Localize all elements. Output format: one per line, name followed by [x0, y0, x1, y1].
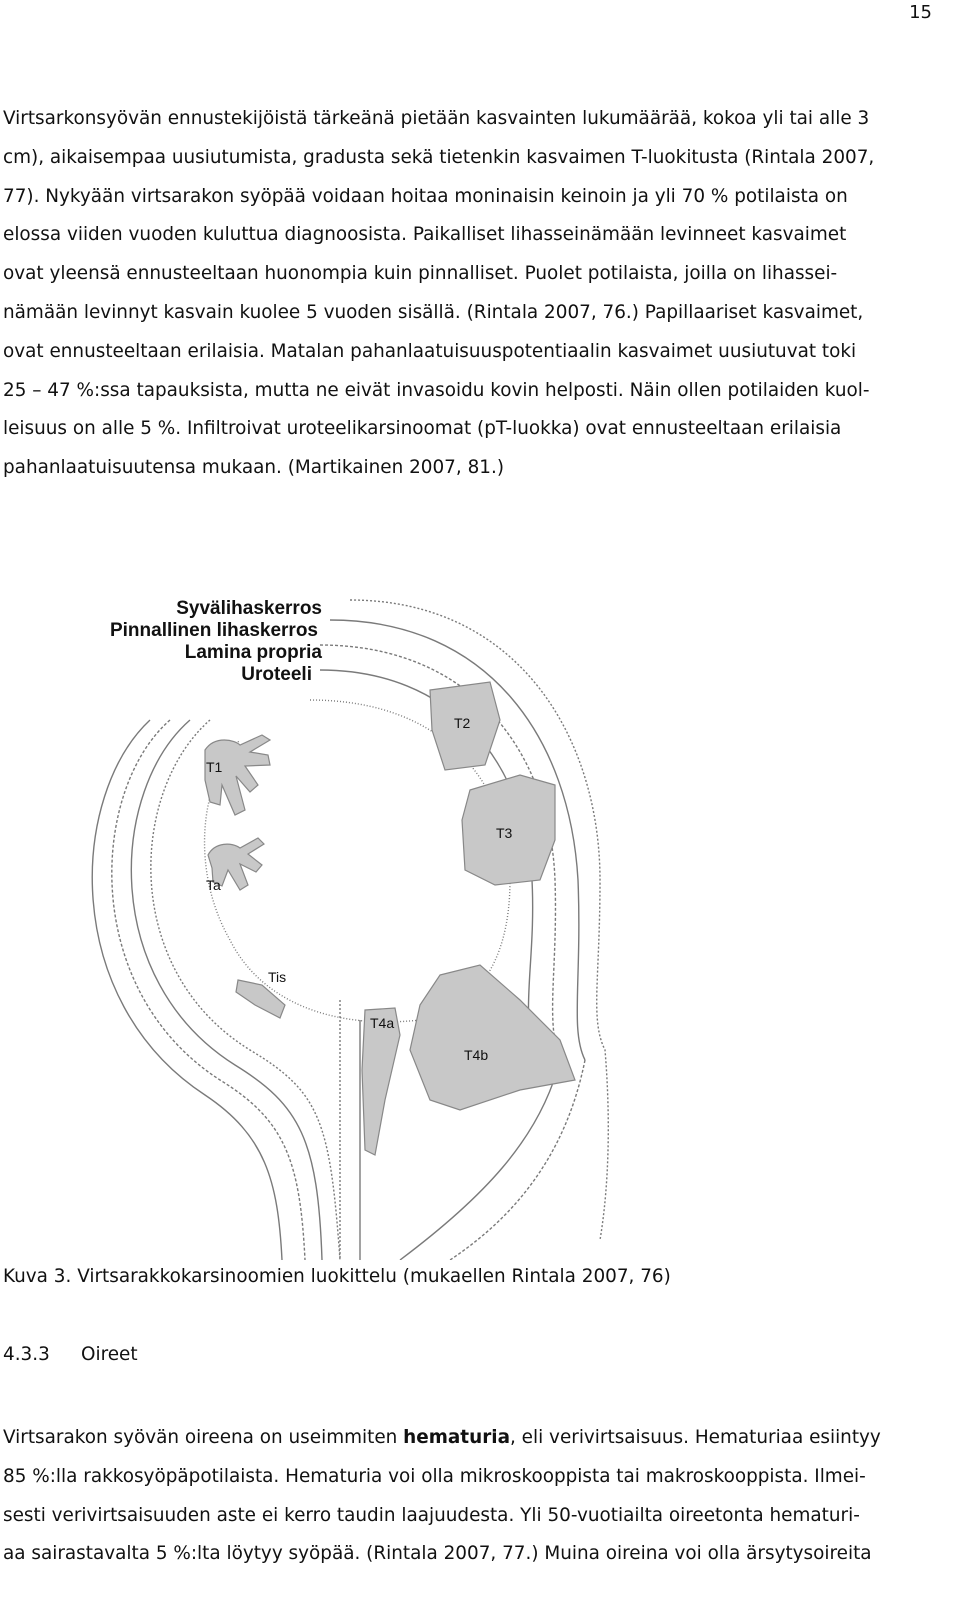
tumor-shapes	[205, 682, 575, 1155]
paragraph-line: Virtsarkonsyövän ennustekijöistä tärkeänä pietään kasvainten lukumäärää, kokoa yli tai alle 3	[3, 108, 870, 129]
text-run: , eli verivirtsaisuus. Hematuriaa esiintyy	[509, 1427, 881, 1448]
label-t1: T1	[206, 759, 223, 775]
label-t4a: T4a	[370, 1015, 395, 1031]
paragraph-line: sesti verivirtsaisuuden aste ei kerro taudin laajuudesta. Yli 50-vuotiailta oireetonta hematuri-	[3, 1504, 860, 1526]
section-title: Oireet	[81, 1344, 138, 1365]
paragraph-line: pahanlaatuisuutensa mukaan. (Martikainen 2007, 81.)	[3, 457, 504, 479]
bladder-tumor-staging-figure	[0, 580, 960, 1260]
label-t4b: T4b	[464, 1047, 489, 1063]
paragraph-line	[3, 1419, 943, 1458]
label-t3: T3	[496, 825, 513, 841]
paragraph-line: ovat ennusteeltaan erilaisia. Matalan pahanlaatuisuuspotentiaalin kasvaimet uusiutuvat toki	[3, 340, 857, 362]
label-tis: Tis	[268, 969, 287, 985]
paragraph-line: cm), aikaisempaa uusiutumista, gradusta sekä tietenkin kasvaimen T-luokitusta (Rintala 2007,	[3, 146, 875, 168]
figure-caption: Kuva 3. Virtsarakkokarsinoomien luokittelu (mukaellen Rintala 2007, 76)	[3, 1266, 671, 1287]
paragraph-line: 25 – 47 %:ssa tapauksista, mutta ne eivät invasoidu kovin helposti. Näin ollen potilaiden kuol-	[3, 379, 870, 401]
section-heading	[3, 1344, 138, 1365]
legend-pinnallinen-lihaskerros: Pinnallinen lihaskerros	[109, 620, 318, 641]
bladder-wall-layers	[92, 600, 608, 1260]
paragraph-line: 77). Nykyään virtsarakon syöpää voidaan hoitaa moninaisin keinoin ja yli 70 % potilaista on	[3, 185, 848, 207]
paragraph-line: leisuus on alle 5 %. Infiltroivat uroteelikarsinoomat (pT-luokka) ovat ennusteeltaan erilaisia	[3, 418, 842, 440]
tumor-tis	[236, 980, 285, 1018]
legend-lamina-propria: Lamina propria	[184, 642, 322, 663]
paragraph-line: nämään levinnyt kasvain kuolee 5 vuoden sisällä. (Rintala 2007, 76.) Papillaariset kasvaimet,	[3, 301, 864, 323]
tumor-t1	[205, 735, 270, 815]
paragraph-line: 85 %:lla rakkosyöpäpotilaista. Hematuria voi olla mikroskooppista tai makroskooppista. Ilmei-	[3, 1465, 866, 1487]
layer-legend	[110, 598, 322, 685]
legend-syvalihaskerros: Syvälihaskerros	[176, 598, 322, 619]
legend-uroteeli: Uroteeli	[241, 664, 312, 685]
label-t2: T2	[454, 715, 471, 731]
paragraph-line: ovat yleensä ennusteeltaan huonompia kuin pinnalliset. Puolet potilaista, joilla on lihassei-	[3, 263, 838, 285]
label-ta: Ta	[206, 877, 221, 893]
bold-term-hematuria: hematuria	[403, 1427, 510, 1448]
page-number: 15	[909, 2, 932, 23]
section-number: 4.3.3	[3, 1344, 50, 1365]
body-paragraph-prognosis	[3, 100, 943, 488]
body-paragraph-symptoms	[3, 1419, 943, 1574]
paragraph-line: aa sairastavalta 5 %:lta löytyy syöpää. (Rintala 2007, 77.) Muina oireina voi olla ärsytysoireita	[3, 1543, 872, 1565]
staging-diagram	[0, 580, 960, 1260]
text-run: Virtsarakon syövän oireena on useimmiten	[3, 1427, 404, 1448]
paragraph-line: elossa viiden vuoden kuluttua diagnoosista. Paikalliset lihasseinämään levinneet kasvaimet	[3, 224, 847, 246]
